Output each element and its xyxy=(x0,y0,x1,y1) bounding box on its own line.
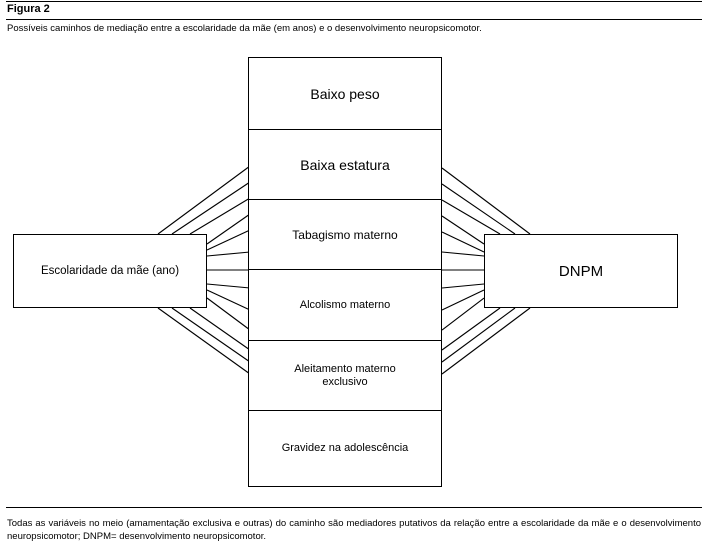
connector-line xyxy=(207,298,250,330)
connector-line xyxy=(172,308,250,362)
mediators-stack xyxy=(248,57,442,487)
footnote-rule xyxy=(6,507,702,508)
dnpm-label: DNPM xyxy=(558,262,604,280)
figure-label: Figura 2 xyxy=(7,3,50,15)
connector-line xyxy=(442,216,484,244)
connector-line xyxy=(207,284,250,288)
mediator-cell-tabagismo: Tabagismo materno xyxy=(249,199,441,269)
connector-line xyxy=(442,284,484,288)
figure-caption: Possíveis caminhos de mediação entre a escolaridade da mãe (em anos) e o desenvolvimento neuropsicomotor. xyxy=(7,23,482,34)
connector-line xyxy=(442,290,484,310)
mediator-cell-gravidez: Gravidez na adolescência xyxy=(249,410,441,485)
connector-line xyxy=(442,232,484,252)
connector-line xyxy=(207,252,250,256)
mediator-cell-alcolismo: Alcolismo materno xyxy=(249,269,441,340)
connector-line xyxy=(442,168,530,234)
connector-line xyxy=(442,308,500,350)
mediator-cell-aleitamento: Aleitamento materno exclusivo xyxy=(249,340,441,410)
connector-line xyxy=(442,308,515,362)
dnpm-box xyxy=(484,234,678,308)
connector-line xyxy=(442,252,484,256)
mediator-cell-baixa-estatura: Baixa estatura xyxy=(249,129,441,199)
connector-line xyxy=(442,184,515,234)
mediator-cell-baixo-peso: Baixo peso xyxy=(310,85,380,102)
connector-line xyxy=(442,298,484,330)
figure-footnote: Todas as variáveis no meio (amamentação exclusiva e outras) do caminho são mediadores putativos da relação entre a escolaridade da mãe e o desenvolvimento neuropsicomotor; DNPM= desenvolvimento neuropsicomotor. xyxy=(7,518,701,542)
maternal-education-box xyxy=(13,234,207,308)
connector-line xyxy=(172,182,250,234)
connector-line xyxy=(190,308,250,350)
connector-line xyxy=(207,290,250,310)
maternal-education-label: Escolaridade da mãe (ano) xyxy=(40,265,180,277)
